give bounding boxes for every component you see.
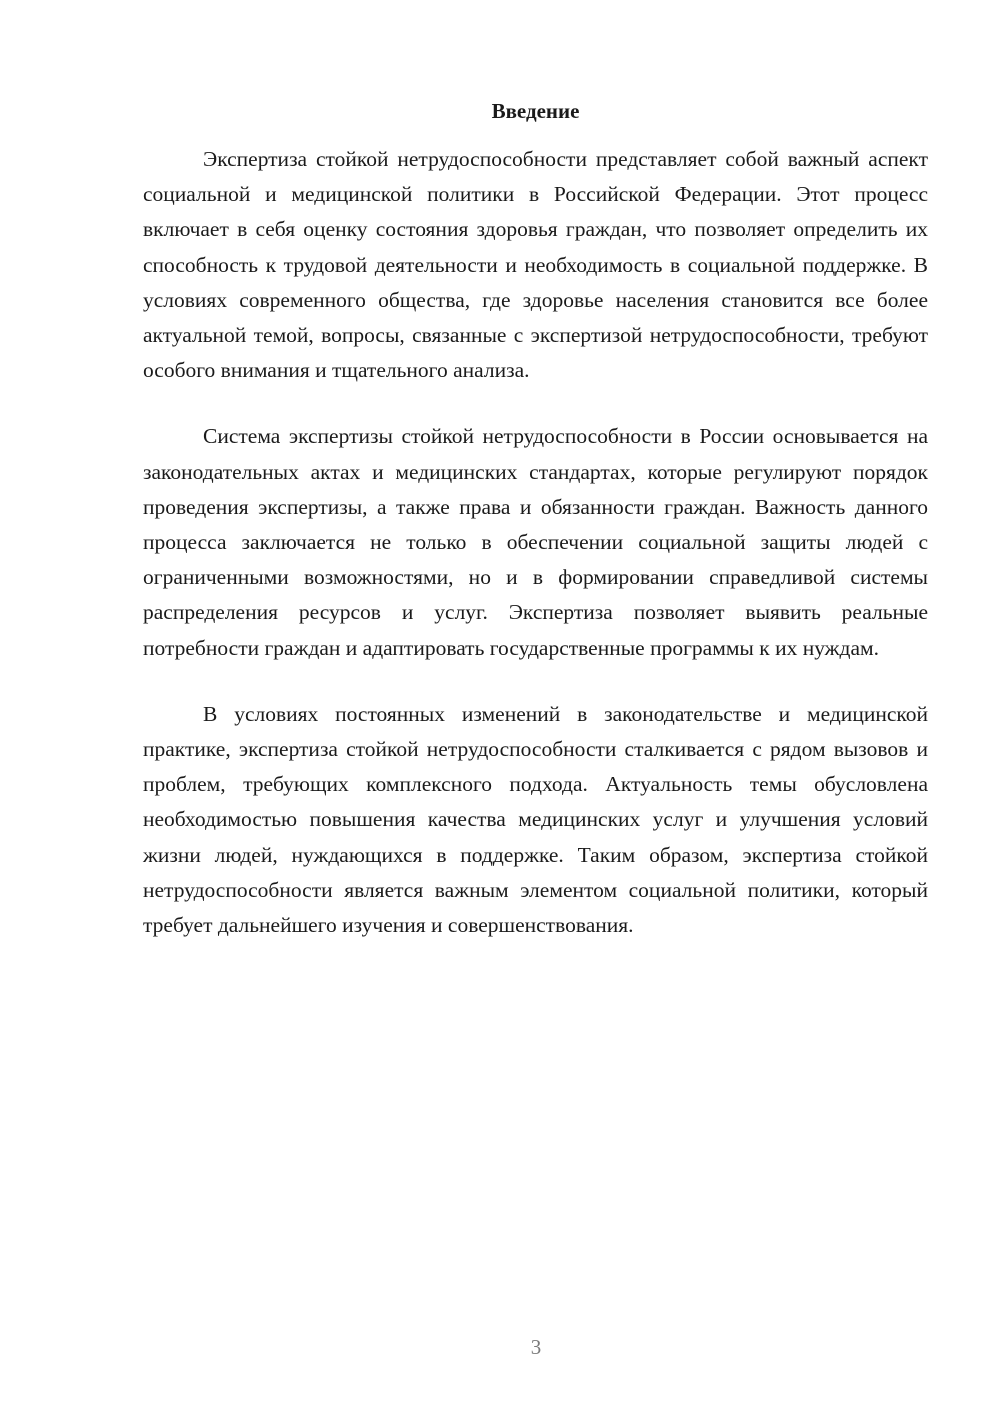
- section-title: Введение: [491, 99, 580, 123]
- document-body: [143, 142, 928, 943]
- paragraph-3: В условиях постоянных изменений в законодательстве и медицинской практике, экспертиза стойкой нетрудоспособности сталкивается с рядом вызовов и проблем, требующих комплексного подхода. Актуальность темы обусловлена необходимостью повышения качества медицинских услуг и улучшения условий жизни людей, нуждающихся в поддержке. Таким образом, экспертиза стойкой нетрудоспособности является важным элементом социальной политики, который требует дальнейшего изучения и совершенствования.: [143, 701, 928, 938]
- paragraph-1: Экспертиза стойкой нетрудоспособности представляет собой важный аспект социальной и медицинской политики в Российской Федерации. Этот процесс включает в себя оценку состояния здоровья граждан, что позволяет определить их способность к трудовой деятельности и необходимость в социальной поддержке. В условиях современного общества, где здоровье населения становится все более актуальной темой, вопросы, связанные с экспертизой нетрудоспособности, требуют особого внимания и тщательного анализа.: [143, 147, 928, 383]
- page-number: 3: [530, 1335, 542, 1359]
- paragraph-2: Система экспертизы стойкой нетрудоспособности в России основывается на законодательных актах и медицинских стандартах, которые регулируют порядок проведения экспертизы, а также права и обязанности граждан. Важность данного процесса заключается не только в обеспечении социальной защиты людей с ограниченными возможностями, но и в формировании справедливой системы распределения ресурсов и услуг. Экспертиза позволяет выявить реальные потребности граждан и адаптировать государственные программы к их нуждам.: [143, 424, 928, 660]
